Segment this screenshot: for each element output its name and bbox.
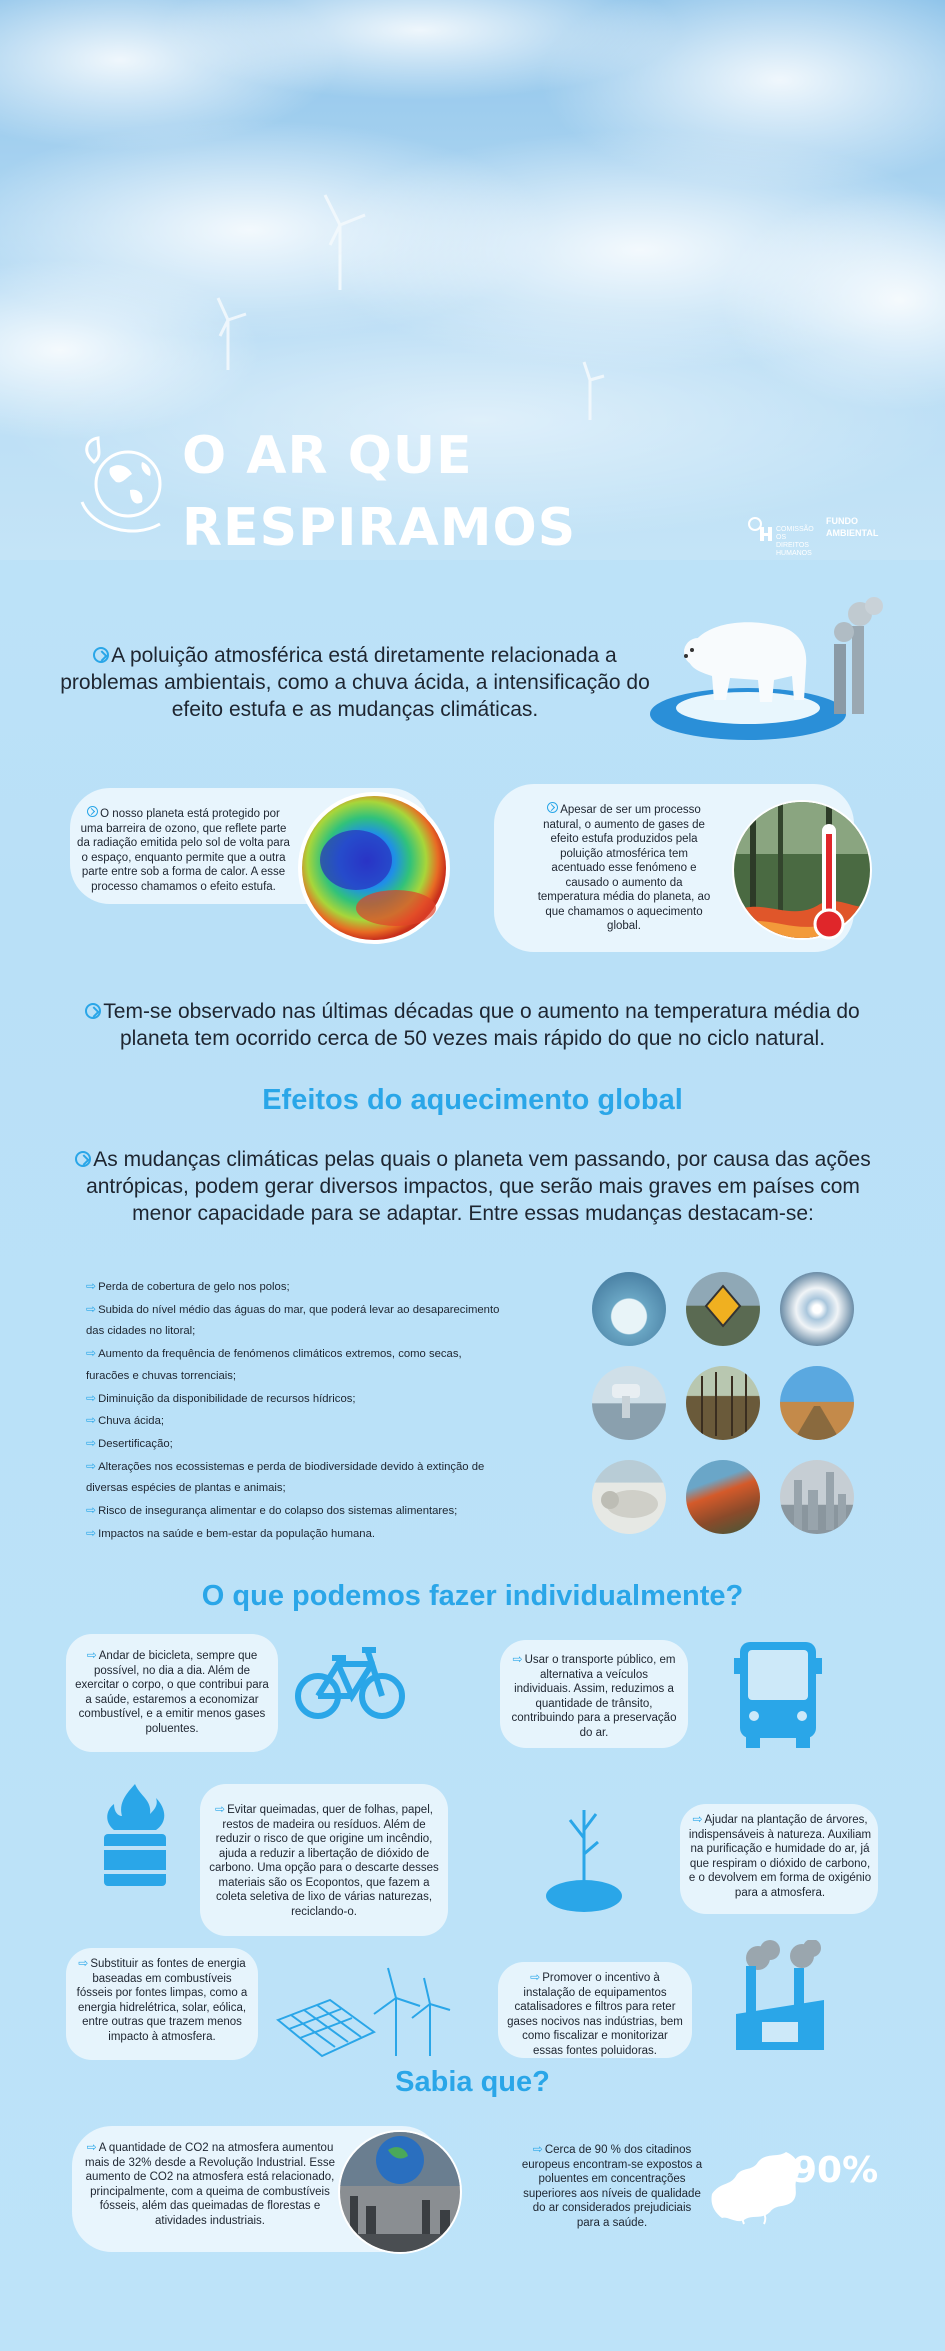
effects-title: Efeitos do aquecimento global [262, 1084, 683, 1116]
burning-text-block [208, 1802, 440, 1919]
arrow-icon: ⇨ [86, 1279, 97, 1293]
arrow-icon: ⇨ [86, 1525, 97, 1540]
list-item: das cidades no litoral; [86, 1325, 196, 1338]
arrow-icon: ⇨ [86, 1648, 97, 1662]
bicycle-icon [294, 1640, 406, 1722]
transport-text: Usar o transporte público, em alternativa a veículos individuais. Assim, reduzimos a quantidade de trânsito, contribuindo para a preservação do ar. [511, 1654, 677, 1739]
earth-hands-icon [72, 432, 180, 542]
desert-road-photo [780, 1366, 854, 1440]
page-title-line1: O AR QUE [182, 426, 473, 486]
arrow-circle-icon [87, 806, 98, 817]
water-tap-photo [592, 1366, 666, 1440]
intro-text: A poluição atmosférica está diretamente relacionada a problemas ambientais, como a chuva ácida, a intensificação do efeito estufa e as mudanças climáticas. [60, 644, 650, 721]
burning-text: Evitar queimadas, quer de folhas, papel, restos de madeira ou resíduos. Além de reduzir o risco de que origine um incêndio, ajuda a reduzir a libertação de dióxido de carbono. Uma opção para o descarte desses materiais são os Ecopontos, que fazem a coleta seletiva de lixo de várias naturezas, reciclando-o. [209, 1804, 439, 1918]
arrow-icon: ⇨ [530, 1970, 541, 1984]
iceberg-photo [592, 1272, 666, 1346]
smog-city-photo [780, 1460, 854, 1534]
energy-text: Substituir as fontes de energia baseadas em combustíveis fósseis por fontes limpas, como a energia hidrelétrica, solar, eólica, entre outras que trazem menos impacto à atmosfera. [76, 1958, 248, 2043]
bike-text-block [74, 1648, 270, 1736]
arrow-icon: ⇨ [86, 1390, 97, 1405]
filters-text-block [506, 1970, 684, 2058]
factory-pollution-icon [730, 1940, 830, 2056]
list-item: ⇨ Diminuição da disponibilidade de recursos hídricos; [86, 1390, 356, 1405]
rhino-photo [592, 1460, 666, 1534]
arrow-icon: ⇨ [86, 1346, 97, 1361]
ozone-text: O nosso planeta está protegido por uma barreira de ozono, que reflete parte da radiação emitida pelo sol de volta para o espaço, enquanto permite que a outra parte entre sob a forma de calor. A esse processo chamamos o efeito estufa. [77, 808, 290, 893]
europe-text: Cerca de 90 % dos citadinos europeus encontram-se expostos a poluentes em concentrações superiores aos níveis de qualidade do ar considerados prejudiciais para a saúde. [521, 2144, 703, 2229]
observed-text: Tem-se observado nas últimas décadas que o aumento na temperatura média do planeta tem ocorrido cerca de 50 vezes mais rápido do que no ciclo natural. [103, 1000, 860, 1050]
list-item: ⇨ Desertificação; [86, 1435, 173, 1450]
arrow-icon: ⇨ [512, 1652, 523, 1666]
arrow-circle-icon [85, 1003, 101, 1019]
burning-barrel-icon [98, 1782, 172, 1888]
arrow-icon: ⇨ [86, 1458, 97, 1473]
facts-title: Sabia que? [395, 2066, 550, 2098]
page-title-line2: RESPIRAMOS [182, 498, 577, 558]
effects-list [86, 1276, 556, 1545]
forest-fire-thermometer-icon [730, 784, 872, 956]
warming-text: Apesar de ser um processo natural, o aumento de gases de efeito estufa produzidos pela poluição atmosférica tem acentuado esse fenómeno e causado o aumento da temperatura média do planeta, ao que chamamos o aquecimento global. [537, 804, 711, 932]
transport-text-block [510, 1652, 678, 1740]
intro-text-block [60, 642, 650, 723]
warming-text-block [534, 802, 714, 934]
arrow-icon: ⇨ [692, 1812, 703, 1826]
ozone-layer-globe-icon [296, 790, 452, 946]
list-item: diversas espécies de plantas e animais; [86, 1482, 286, 1495]
trees-text: Ajudar na plantação de árvores, indispensáveis à natureza. Auxiliam na purificação e humidade do ar, já que respiram o dióxido de carbono, e o devolvem em forma de oxigénio para a atmosfera. [688, 1814, 872, 1899]
co2-text: A quantidade de CO2 na atmosfera aumentou mais de 32% desde a Revolução Industrial. Esse aumento de CO2 na atmosfera está relacionado, principalmente, com a queima de combustíveis fósseis, além das queimadas de florestas e atividades industriais. [85, 2142, 335, 2227]
europe-text-block [520, 2142, 704, 2230]
commission-logo-text: COMISSÃO OS DIREITOS HUMANOS [776, 526, 814, 557]
energy-text-block [74, 1956, 250, 2044]
bus-icon [734, 1632, 822, 1750]
arrow-circle-icon [547, 802, 558, 813]
flooded-sign-photo [686, 1272, 760, 1346]
title-block [72, 420, 592, 570]
percent-figure: 90% [792, 2150, 879, 2191]
partner-logos [746, 512, 881, 557]
list-item: ⇨ Risco de insegurança alimentar e do colapso dos sistemas alimentares; [86, 1503, 458, 1518]
bike-text: Andar de bicicleta, sempre que possível, no dia a dia. Além de exercitar o corpo, o que contribui para a saúde, estaremos a economizar combustível, e a emitir menos gases poluentes. [75, 1650, 269, 1735]
list-item: furacões e chuvas torrenciais; [86, 1369, 237, 1382]
earth-factory-smoke-icon [336, 2126, 464, 2256]
arrow-circle-icon [93, 647, 109, 663]
list-item: ⇨ Alterações nos ecossistemas e perda de biodiversidade devido à extinção de [86, 1458, 485, 1473]
co2-text-block [80, 2140, 340, 2228]
arrow-icon: ⇨ [86, 2140, 97, 2154]
arrow-icon: ⇨ [86, 1435, 97, 1450]
arrow-icon: ⇨ [215, 1802, 226, 1816]
list-item: ⇨ Aumento da frequência de fenómenos climáticos extremos, como secas, [86, 1346, 462, 1361]
trees-text-block [688, 1812, 872, 1900]
fund-logo-line2: AMBIENTAL [826, 528, 879, 538]
hurricane-photo [780, 1272, 854, 1346]
wildfire-photo [686, 1460, 760, 1534]
list-item: ⇨ Perda de cobertura de gelo nos polos; [86, 1279, 290, 1293]
ozone-text-block [76, 806, 291, 894]
arrow-icon: ⇨ [532, 2142, 543, 2156]
observed-text-block [60, 998, 885, 1052]
fund-logo-line1: FUNDO [826, 516, 858, 526]
solar-wind-energy-icon [270, 1960, 456, 2060]
plant-seedling-icon [540, 1790, 624, 1914]
actions-title: O que podemos fazer individualmente? [201, 1580, 744, 1612]
arrow-icon: ⇨ [86, 1413, 97, 1428]
arrow-circle-icon [75, 1151, 91, 1167]
effects-intro: As mudanças climáticas pelas quais o planeta vem passando, por causa das ações antrópicas, podem gerar diversos impactos, que serão mais graves em países com menor capacidade para se adaptar. Entre essas mudanças destacam-se: [86, 1148, 871, 1225]
europe-map-lungs-icon [706, 2146, 806, 2226]
list-item: ⇨ Impactos na saúde e bem-estar da população humana. [86, 1525, 376, 1540]
arrow-icon: ⇨ [78, 1956, 89, 1970]
filters-text: Promover o incentivo à instalação de equipamentos catalisadores e filtros para reter gases nocivos nas indústrias, bem como fiscalizar e monitorizar essas fontes poluidoras. [507, 1972, 683, 2057]
effects-intro-block [58, 1146, 888, 1227]
polar-bear-icon [648, 596, 888, 746]
arrow-icon: ⇨ [86, 1301, 97, 1316]
list-item: ⇨ Subida do nível médio das águas do mar, que poderá levar ao desaparecimento [86, 1301, 500, 1316]
arrow-icon: ⇨ [86, 1503, 97, 1518]
dead-forest-photo [686, 1366, 760, 1440]
commission-logo-icon [746, 515, 776, 545]
list-item: ⇨ Chuva ácida; [86, 1413, 165, 1428]
